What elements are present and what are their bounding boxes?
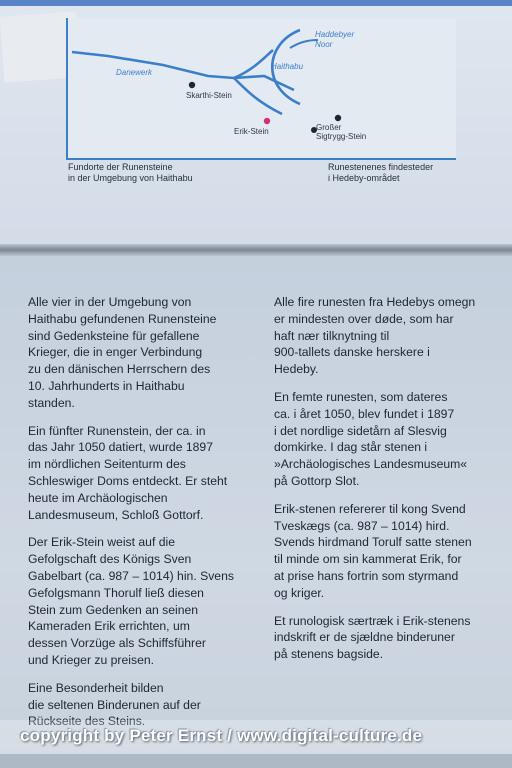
map-caption-danish: Runestenenes findesteder i Hedeby-området [328, 162, 434, 183]
german-paragraph: Der Erik-Stein weist auf die Gefolgschaft des Königs Sven Gabelbart (ca. 987 – 1014) hin. Svens Gefolgsmann Thorulf ließ diesen Stein zum Gedenken an seinen Kameraden Erik errichten, um dessen Vorzüge als Schiffsführer und Krieger zu preisen. [28, 535, 234, 667]
german-paragraph: Ein fünfter Runenstein, der ca. in das Jahr 1050 datiert, wurde 1897 im nördlichen Seitenturm des Schleswiger Doms entdeckt. Er steht heute im Archäologischen Landesmuseum, Schloß Gottorf. [28, 423, 228, 522]
danish-paragraph: Alle fire runesten fra Hedebys omegn er mindesten over døde, som har haft nær tilknytning til 900-tallets danske herskere i Hedeby. [274, 295, 476, 377]
runestone-map [66, 18, 456, 160]
map-drawing [68, 18, 456, 158]
danish-paragraph: En femte runesten, som dateres ca. i året 1050, blev fundet i 1897 i det nordlige sidetårn af Slesvig domkirke. I dag står stenen i »Archäologisches Landesmuseum« på Gottorp Slot. [274, 389, 468, 488]
noor-shore [290, 40, 318, 48]
sigtrygg-stein-label: Großer Sigtrygg-Stein [316, 123, 367, 141]
map-caption-german: Fundorte der Runensteine in der Umgebung von Haithabu [68, 162, 193, 183]
danish-paragraph: Erik-stenen refererer til kong Svend Tveskægs (ca. 987 – 1014) hird. Svends hirdmand Torulf satte stenen til minde om sin kammerat Erik, for at prise hans fortrin som styrmand og kriger. [274, 501, 472, 600]
sign-frame-rail [0, 244, 512, 256]
copyright-watermark [0, 720, 512, 754]
danish-paragraph: Et runologisk særtræk i Erik-stenens indskrift er de sjældne binderuner på stenens bagside. [274, 613, 471, 662]
skarthi-stein-marker [189, 82, 195, 88]
danewerk-label: Danewerk [116, 68, 153, 77]
german-paragraph: Alle vier in der Umgebung von Haithabu gefundenen Runensteine sind Gedenksteine für gefallene Krieger, die in enger Verbindung zu den dänischen Herrschern des 10. Jahrhunderts in Haithabu standen. [28, 295, 217, 410]
map-panel [0, 6, 512, 244]
danewerk-line [72, 52, 234, 78]
haddebyer-noor-label: Haddebyer Noor [315, 30, 355, 49]
danish-text-column [274, 294, 504, 674]
skarthi-stein-label: Skarthi-Stein [186, 91, 232, 100]
bottom-edge [0, 754, 512, 768]
sigtrygg-stein-marker [335, 115, 341, 121]
haithabu-label: Haithabu [271, 62, 304, 71]
german-text-column [28, 294, 258, 741]
erik-stein-label: Erik-Stein [234, 127, 269, 136]
german-paragraph: Eine Besonderheit bilden die seltenen Binderunen auf der Rückseite des Steins. [28, 680, 201, 729]
route-north [234, 50, 273, 78]
erik-stein-marker [264, 118, 270, 124]
route-south [234, 78, 282, 114]
watermark-text: copyright by Peter Ernst / www.digital-culture.de [20, 726, 423, 745]
